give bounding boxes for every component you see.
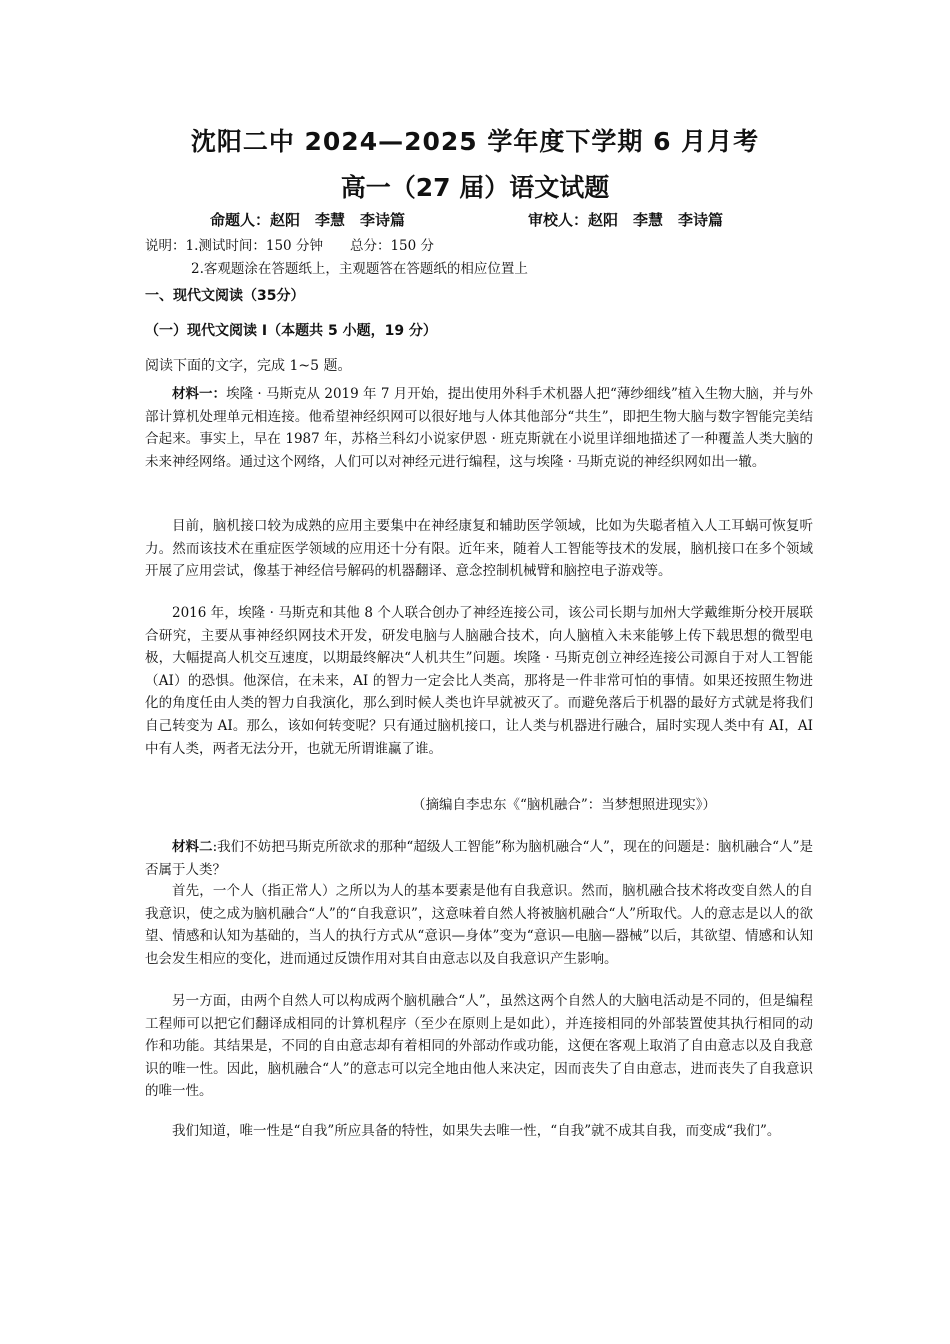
reviewers: 审校人：赵阳 李慧 李诗篇 [528, 211, 724, 229]
material1-source: （摘编自李忠东《“脑机融合”：当梦想照进现实》） [412, 797, 717, 813]
material2-label: 材料二 [172, 839, 213, 855]
material1-label: 材料一： [172, 386, 227, 402]
reading-instruction: 阅读下面的文字，完成 1~5 题。 [145, 358, 352, 374]
exam-subtitle: 高一（27 届）语文试题 [340, 173, 610, 202]
section-heading: 一、现代文阅读（35分） [145, 288, 305, 304]
sub-section-heading: （一）现代文阅读 I（本题共 5 小题，19 分） [145, 323, 437, 339]
material2-paragraph-4: 我们知道，唯一性是“自我”所应具备的特性，如果失去唯一性，“自我”就不成其自我，而变成“我们”。 [172, 1123, 781, 1139]
material2-paragraph-2: 首先，一个人（指正常人）之所以为人的基本要素是他有自我意识。然而，脑机融合技术将改变自然人的自我意识，使之成为脑机融合“人”的“自我意识”，这意味着自然人将被脑机融合“人”所取代。人的意志是以人的欲望、情感和认知为基础的，当人的执行方式从“意识—身体”变为“意识—电脑—器械”以后，其欲望、情感和认知也会发生相应的变化，进而通过反馈作用对其自由意志以及自我意识产生影响。 [145, 883, 813, 967]
note-line-1: 说明：1.测试时间：150 分钟 总分：150 分 [145, 238, 434, 254]
material1-paragraph-3: 2016 年，埃隆 · 马斯克和其他 8 个人联合创办了神经连接公司，该公司长期与加州大学戴维斯分校开展联合研究，主要从事神经织网技术开发，研发电脑与人脑融合技术，向人脑植入未来能够上传下载思想的微型电极，大幅提高人机交互速度，以期最终解决“人机共生”问题。埃隆 · 马斯克创立神经连接公司源自于对人工智能（AI）的恐惧。他深信，在未来，AI 的智力一定会比人类高，那将是一件非常可怕的事情。如果还按照生物进化的角度任由人类的智力自我演化，那么到时候人类也许早就被灭了。而避免落后于机器的最好方式就是将我们自己转变为 AI。那么，该如何转变呢？只有通过脑机接口，让人类与机器进行融合，届时实现人类中有 AI，AI 中有人类，两者无法分开，也就无所谓谁赢了谁。 [145, 605, 813, 757]
material2-paragraph-1 [145, 836, 813, 881]
material1-paragraph-1 [145, 383, 813, 473]
material2-paragraph-3: 另一方面，由两个自然人可以构成两个脑机融合“人”，虽然这两个自然人的大脑电活动是不同的，但是编程工程师可以把它们翻译成相同的计算机程序（至少在原则上是如此），并连接相同的外部装置使其执行相同的动作和功能。其结果是，不同的自由意志却有着相同的外部动作或功能，这便在客观上取消了自由意志以及自我意识的唯一性。因此，脑机融合“人”的意志可以完全地由他人来决定，因而丧失了自由意志，进而丧失了自我意识的唯一性。 [145, 993, 813, 1100]
question-setters: 命题人：赵阳 李慧 李诗篇 [210, 211, 406, 229]
exam-title: 沈阳二中 2024—2025 学年度下学期 6 月月考 [190, 127, 760, 156]
material1-paragraph-1-text: 埃隆 · 马斯克从 2019 年 7 月开始，提出使用外科手术机器人把“薄纱细线”植入生物大脑，并与外部计算机处理单元相连接。他希望神经织网可以很好地与人体其他部分“共生”，即把生物大脑与数字智能完美结合起来。事实上，早在 1987 年，苏格兰科幻小说家伊恩 · 班克斯就在小说里详细地描述了一种覆盖人类大脑的未来神经网络。通过这个网络，人们可以对神经元进行编程，这与埃隆 · 马斯克说的神经织网如出一辙。 [145, 386, 813, 470]
material1-paragraph-2: 目前，脑机接口较为成熟的应用主要集中在神经康复和辅助医学领域，比如为失聪者植入人工耳蜗可恢复听力。然而该技术在重症医学领域的应用还十分有限。近年来，随着人工智能等技术的发展，脑机接口在多个领域开展了应用尝试，像基于神经信号解码的机器翻译、意念控制机械臂和脑控电子游戏等。 [145, 518, 813, 580]
material2-paragraph-1-text: :我们不妨把马斯克所欲求的那种“超级人工智能”称为脑机融合“人”，现在的问题是：脑机融合“人”是否属于人类？ [145, 839, 813, 878]
note-line-2: 2.客观题涂在答题纸上，主观题答在答题纸的相应位置上 [191, 261, 528, 277]
